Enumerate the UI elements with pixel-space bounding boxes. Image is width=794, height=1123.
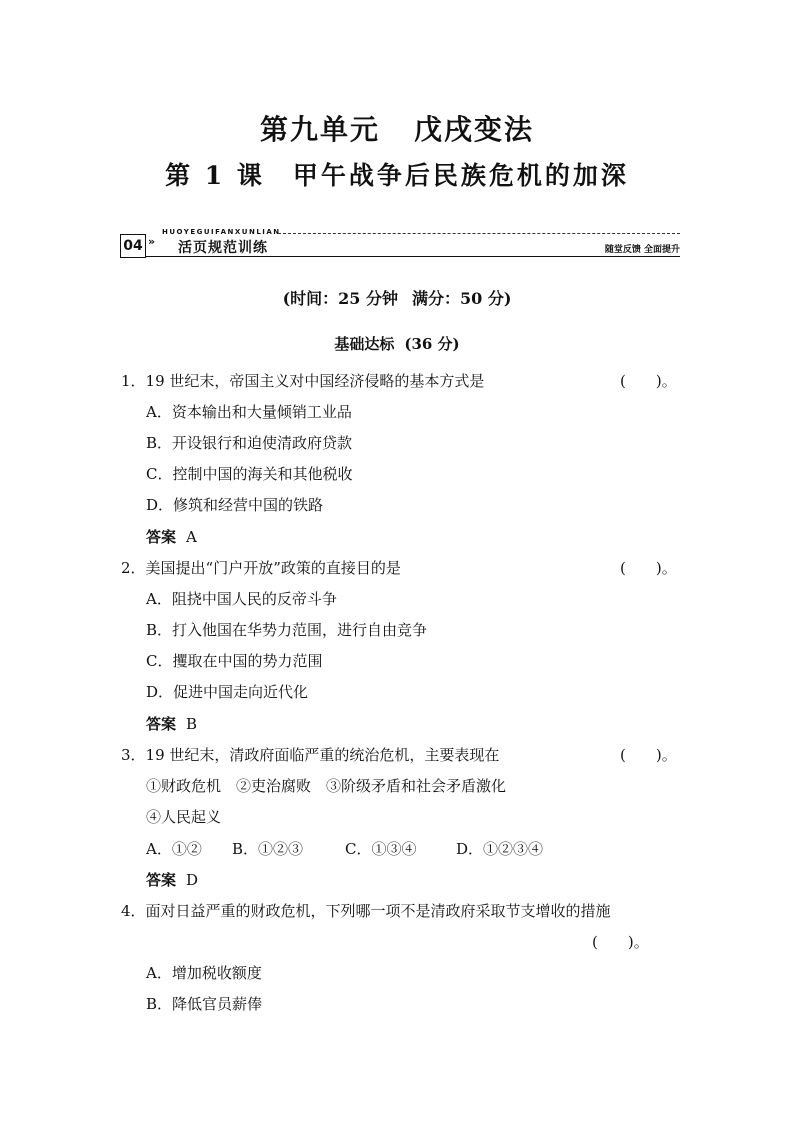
answer-label: 答案 xyxy=(146,528,177,546)
chevron-right-icon: » xyxy=(148,235,156,248)
question-2-option-b: B．打入他国在华势力范围，进行自由竞争 xyxy=(146,621,428,639)
section-score: (36 分) xyxy=(404,335,460,353)
lesson-name: 甲午战争后民族危机的加深 xyxy=(292,161,629,190)
question-3-answer xyxy=(146,869,198,890)
practice-banner xyxy=(120,228,680,260)
banner-label: 活页规范训练 xyxy=(178,240,268,256)
question-4-answer-blank: ( )。 xyxy=(592,933,649,951)
question-3-option-d: D．①②③④ xyxy=(456,840,544,858)
question-1-answer xyxy=(146,526,197,547)
full-score: 满分：50 分) xyxy=(412,289,512,308)
answer-label: 答案 xyxy=(146,871,177,889)
lesson-title xyxy=(0,156,794,192)
question-2-option-c: C．攫取在中国的势力范围 xyxy=(146,652,323,670)
question-3-option-c: C．①③④ xyxy=(345,840,417,858)
question-3-items-line-1: ①财政危机 ②吏治腐败 ③阶级矛盾和社会矛盾激化 xyxy=(146,777,507,795)
question-4-stem: 4．面对日益严重的财政危机，下列哪一项不是清政府采取节支增收的措施 xyxy=(121,902,611,920)
question-2-answer xyxy=(146,713,197,734)
question-4-option-a: A．增加税收额度 xyxy=(146,964,262,982)
question-3-options xyxy=(146,838,543,859)
question-3-option-a: A．①② xyxy=(146,840,202,858)
question-2-option-a: A．阻挠中国人民的反帝斗争 xyxy=(146,590,337,608)
question-3-answer-blank: ( )。 xyxy=(620,746,677,764)
question-1-option-a: A．资本输出和大量倾销工业品 xyxy=(146,403,352,421)
unit-number: 第九单元 xyxy=(259,113,380,146)
question-1-option-d: D．修筑和经营中国的铁路 xyxy=(146,496,324,514)
answer-label: 答案 xyxy=(146,715,177,733)
question-1-answer-blank: ( )。 xyxy=(620,372,677,390)
answer-value: D xyxy=(186,871,199,889)
unit-title xyxy=(0,108,794,148)
question-1-option-c: C．控制中国的海关和其他税收 xyxy=(146,465,353,483)
question-1-option-b: B．开设银行和迫使清政府贷款 xyxy=(146,434,353,452)
unit-name: 戊戌变法 xyxy=(414,113,535,146)
question-2-stem: 2．美国提出“门户开放”政策的直接目的是 xyxy=(121,559,401,577)
lesson-number: 第 1 课 xyxy=(165,161,265,190)
question-2-option-d: D．促进中国走向近代化 xyxy=(146,683,309,701)
time-limit: (时间：25 分钟 xyxy=(282,289,398,308)
banner-bottom-rule xyxy=(146,256,680,257)
question-3-option-b: B．①②③ xyxy=(232,840,304,858)
banner-pinyin: HUOYEGUIFANXUNLIAN xyxy=(162,228,281,236)
answer-value: A xyxy=(186,528,197,546)
banner-dashed-rule xyxy=(278,233,680,234)
question-3-stem: 3．19 世纪末，清政府面临严重的统治危机，主要表现在 xyxy=(121,746,500,764)
question-1-stem: 1．19 世纪末，帝国主义对中国经济侵略的基本方式是 xyxy=(121,372,485,390)
question-3-items-line-2: ④人民起义 xyxy=(146,808,222,826)
section-title: 基础达标 xyxy=(334,335,395,353)
banner-number-badge: 04 xyxy=(120,234,146,258)
question-4-option-b: B．降低官员薪俸 xyxy=(146,995,263,1013)
section-heading xyxy=(0,333,794,354)
answer-value: B xyxy=(186,715,198,733)
banner-right-text: 随堂反馈 全面提升 xyxy=(604,245,680,255)
question-2-answer-blank: ( )。 xyxy=(620,559,677,577)
time-score-info xyxy=(0,286,794,309)
